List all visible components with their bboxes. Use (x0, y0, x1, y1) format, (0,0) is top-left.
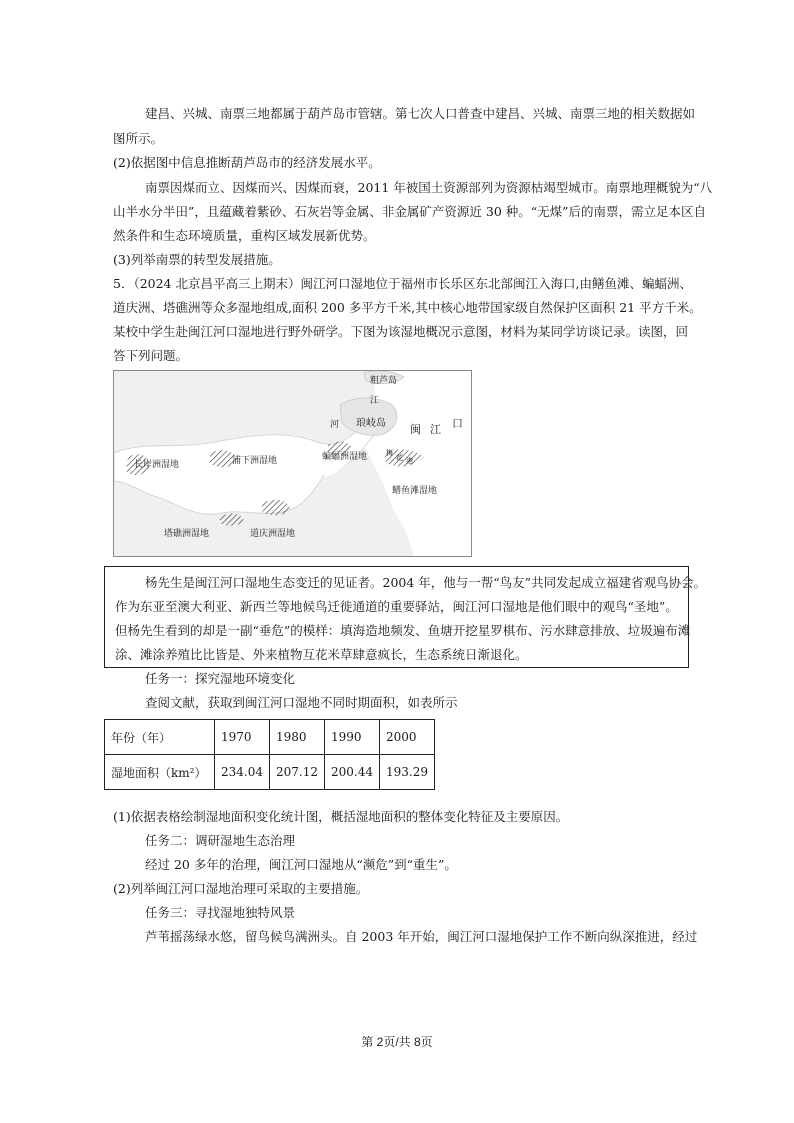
wetland-daoqing (220, 514, 244, 526)
wetland-map-svg (114, 371, 471, 556)
paragraph-line: 图所示。 (113, 131, 164, 146)
paragraph-line: 建昌、兴城、南票三地都属于葫芦岛市管辖。第七次人口普查中建昌、兴城、南票三地的相关数据如 (145, 106, 696, 121)
label-bianfu: 蝙蝠洲湿地 (322, 451, 368, 461)
task3-title: 任务三：寻找湿地独特风景 (145, 905, 296, 920)
label-tajiao: 塔礁洲湿地 (164, 528, 210, 538)
table-row (105, 755, 435, 790)
interview-line: 杨先生是闽江河口湿地生态变迁的见证者。2004 年，他与一帮“鸟友”共同发起成立福建省观鸟协会。 (145, 575, 707, 590)
question-2: (2)依据图中信息推断葫芦岛市的经济发展水平。 (113, 155, 381, 170)
label-changan: 长岸洲湿地 (134, 459, 180, 469)
label-shanyu: 鳝鱼滩湿地 (392, 485, 438, 495)
wetland-area-table (104, 719, 435, 790)
table-cell: 1980 (270, 720, 325, 755)
page-footer: 第 2页/共 8页 (361, 1035, 433, 1049)
label-min: 闽 (410, 424, 421, 436)
interview-line: 作为东亚至澳大利亚、新西兰等地候鸟迁徙通道的重要驿站，闽江河口湿地是他们眼中的观鸟“圣地”。 (115, 599, 678, 614)
interview-line: 涂、滩涂养殖比比皆是、外来植物互花米草肆意疯长，生态系统日渐退化。 (115, 647, 528, 662)
table-cell: 1970 (215, 720, 270, 755)
label-cudai: 粗芦岛 (370, 375, 398, 385)
label-hua: 花 (396, 455, 403, 462)
label-kou: 口 (452, 418, 463, 430)
table-cell: 200.44 (325, 755, 380, 790)
table-cell: 207.12 (270, 755, 325, 790)
label-jiang2: 江 (430, 424, 441, 436)
paragraph-line: 南票因煤而立、因煤而兴、因煤而衰，2011 年被国土资源部列为资源枯竭型城市。南票地理概貌为“八 (145, 180, 713, 195)
interview-line: 但杨先生看到的却是一副“垂危”的模样：填海造地频发、鱼塘开挖星罗棋布、污水肆意排放、垃圾遍布滩 (115, 623, 691, 638)
table-row (105, 720, 435, 755)
label-jiang: 江 (370, 395, 380, 405)
question-1: (1)依据表格绘制湿地面积变化统计图，概括湿地面积的整体变化特征及主要原因。 (113, 809, 569, 824)
paragraph-line: 答下列问题。 (113, 348, 189, 363)
table-header-area: 湿地面积（km²） (105, 755, 215, 790)
label-langqi: 琅岐岛 (356, 418, 386, 429)
table-cell: 2000 (380, 720, 435, 755)
task3-text: 芦苇摇荡绿水悠，留鸟候鸟满洲头。自 2003 年开始，闽江河口湿地保护工作不断向纵深推进，经过 (145, 929, 698, 944)
label-daoqing: 道庆洲湿地 (250, 528, 296, 538)
question-2b: (2)列举闽江河口湿地治理可采取的主要措施。 (113, 881, 369, 896)
question-5-intro: 5．（2024 北京昌平高三上期末）闽江河口湿地位于福州市长乐区东北部闽江入海口,由鳝鱼滩、蝙蝠洲、 (113, 276, 692, 291)
task2-title: 任务二：调研湿地生态治理 (145, 833, 296, 848)
table-cell: 234.04 (215, 755, 270, 790)
paragraph-line: 山半水分半田”，且蕴藏着紫砂、石灰岩等金属、非金属矿产资源近 30 种。“无煤”后的南票，需立足本区自 (113, 204, 707, 219)
label-he: 河 (330, 419, 340, 429)
label-puxia: 浦下洲湿地 (232, 455, 278, 465)
label-gang: 港 (406, 458, 413, 465)
interview-box (104, 566, 707, 668)
table-cell: 1990 (325, 720, 380, 755)
langqi-island (340, 398, 397, 436)
task1-title: 任务一：探究湿地环境变化 (145, 671, 296, 686)
paragraph-line: 道庆洲、塔礁洲等众多湿地组成,面积 200 多平方千米,其中核心地带国家级自然保护区面积 21 平方千米。 (113, 300, 702, 315)
task2-text: 经过 20 多年的治理，闽江河口湿地从“濒危”到“重生”。 (145, 857, 457, 872)
label-mei: 梅 (386, 450, 393, 457)
table-header-year: 年份（年） (105, 720, 215, 755)
table-cell: 193.29 (380, 755, 435, 790)
paragraph-line: 某校中学生赴闽江河口湿地进行野外研学。下图为该湿地概况示意图，材料为某同学访谈记录。读图，回 (113, 324, 689, 339)
task1-intro: 查阅文献，获取到闽江河口湿地不同时期面积，如表所示 (145, 695, 458, 710)
question-3: (3)列举南票的转型发展措施。 (113, 252, 281, 267)
wetland-map (113, 370, 472, 557)
paragraph-line: 然条件和生态环境质量，重构区域发展新优势。 (113, 228, 376, 243)
